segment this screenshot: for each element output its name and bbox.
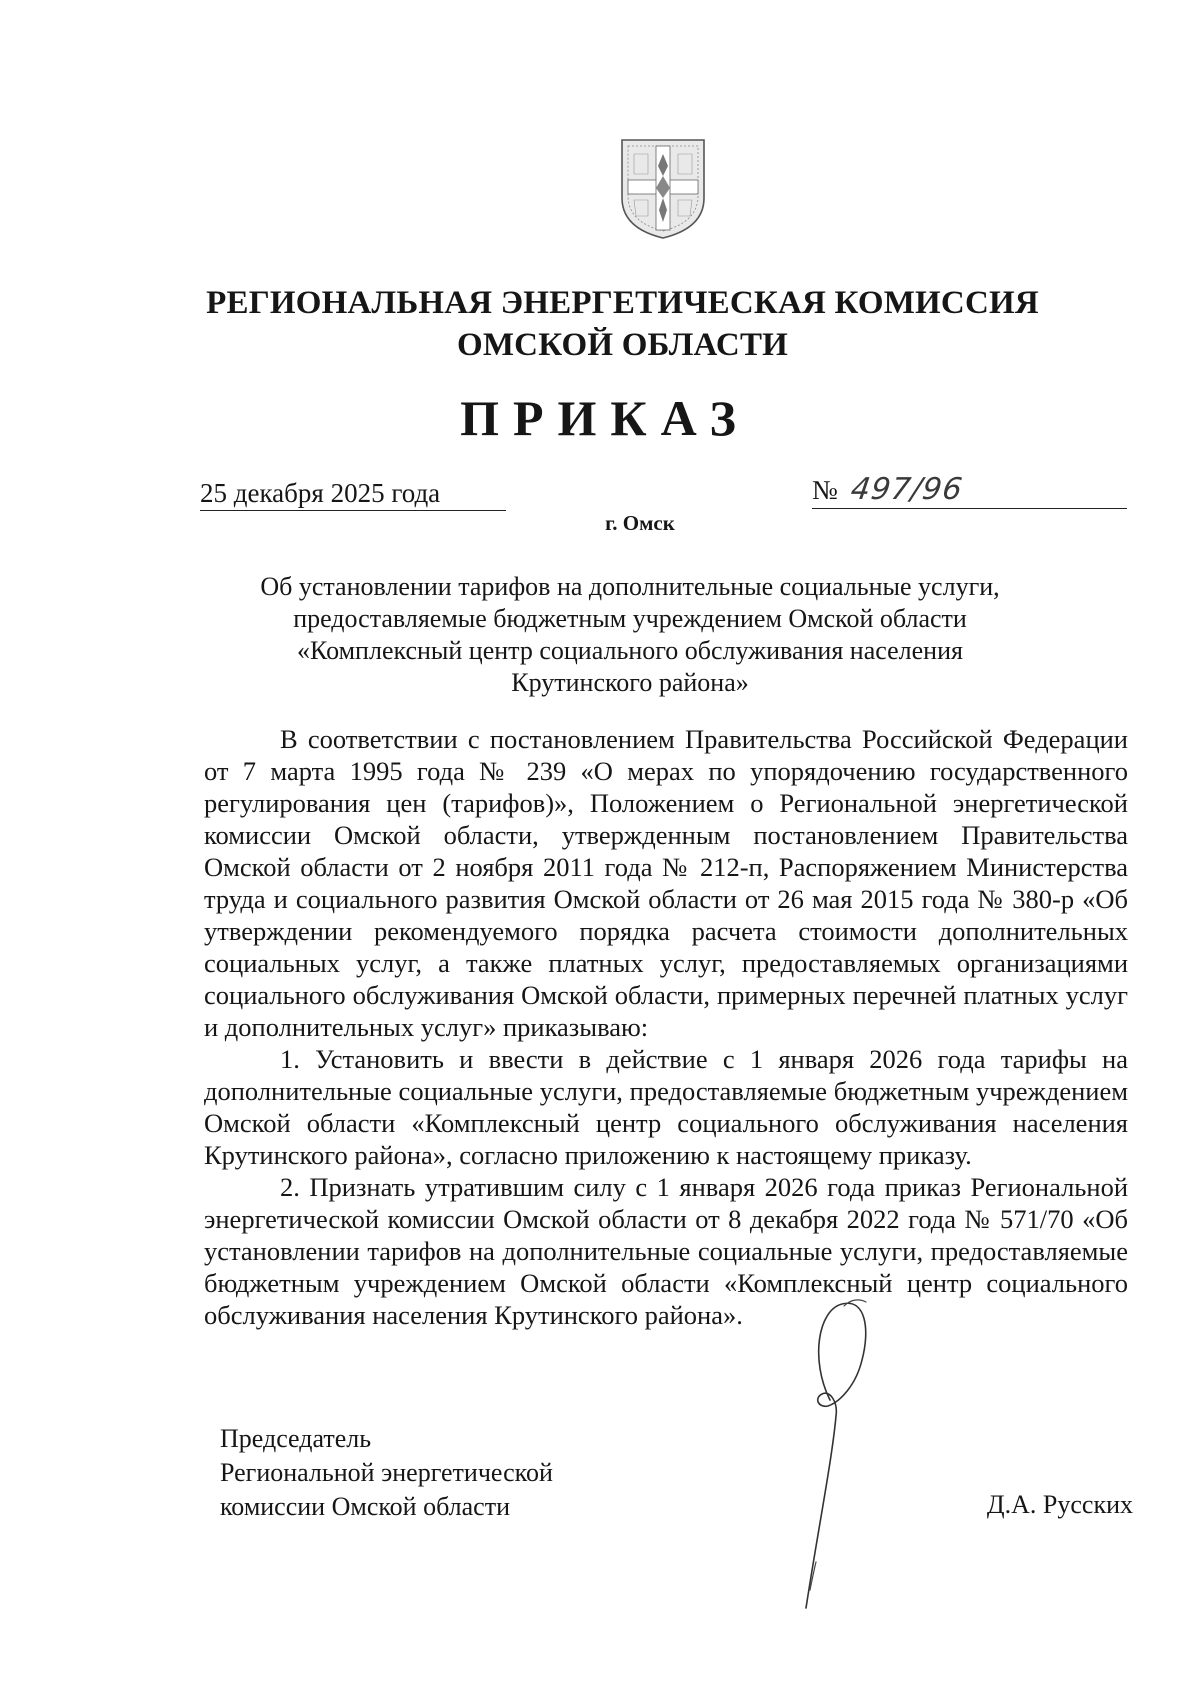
coat-of-arms-emblem xyxy=(618,136,708,242)
document-subject xyxy=(230,571,1030,699)
document-date: 25 декабря 2025 года xyxy=(200,477,506,511)
signatory-position-line-2: Региональной энергетической xyxy=(220,1458,553,1487)
document-number xyxy=(812,472,1127,509)
order-item-1: 1. Установить и ввести в действие с 1 января 2026 года тарифы на дополнительные социальные услуги, предоставляемые бюджетным учреждением Омской области «Комплексный центр социального обслуживания населения Крутинского района», согласно приложению к настоящему приказу. xyxy=(204,1044,1128,1170)
signatory-position xyxy=(220,1422,620,1524)
document-body xyxy=(204,723,1128,1331)
signer-name: Д.А. Русских xyxy=(986,1490,1133,1519)
organization-name xyxy=(200,282,1045,366)
number-sign: № xyxy=(812,475,838,505)
handwritten-signature xyxy=(770,1290,920,1620)
preamble-paragraph: В соответствии с постановлением Правительства Российской Федерации от 7 марта 1995 года № 239 «О мерах по упорядочению государственного регулирования цен (тарифов)», Положением о Региональной энергетической комиссии Омской области, утвержденным постановлением Правительства Омской области от 2 ноября 2011 года № 212-п, Распоряжением Министерства труда и социального развития Омской области от 26 мая 2015 года № 380-р «Об утверждении рекомендуемого порядка расчета стоимости дополнительных социальных услуг, а также платных услуг, предоставляемых организациями социального обслуживания Омской области, примерных перечней платных услуг и дополнительных услуг» приказываю: xyxy=(204,724,1128,1042)
subject-line-2: предоставляемые бюджетным учреждением Омской области xyxy=(293,604,967,633)
signatory-position-line-1: Председатель xyxy=(220,1424,372,1453)
city-name: г. Омск xyxy=(605,511,675,535)
handwritten-number: 497/96 xyxy=(848,472,965,507)
subject-line-1: Об установлении тарифов на дополнительные социальные услуги, xyxy=(260,572,1000,601)
signatory-position-line-3: комиссии Омской области xyxy=(220,1492,510,1521)
organization-name-line-2: ОМСКОЙ ОБЛАСТИ xyxy=(456,327,789,363)
document-type-title: ПРИКАЗ xyxy=(460,390,750,446)
order-item-2: 2. Признать утратившим силу с 1 января 2026 года приказ Региональной энергетической комиссии Омской области от 8 декабря 2022 года № 571/70 «Об установлении тарифов на дополнительные социальные услуги, предоставляемые бюджетным учреждением Омской области «Комплексный центр социального обслуживания населения Крутинского района». xyxy=(204,1172,1128,1330)
subject-line-4: Крутинского района» xyxy=(511,668,749,697)
organization-name-line-1: РЕГИОНАЛЬНАЯ ЭНЕРГЕТИЧЕСКАЯ КОМИССИЯ xyxy=(206,285,1039,321)
subject-line-3: «Комплексный центр социального обслуживания населения xyxy=(297,636,963,665)
